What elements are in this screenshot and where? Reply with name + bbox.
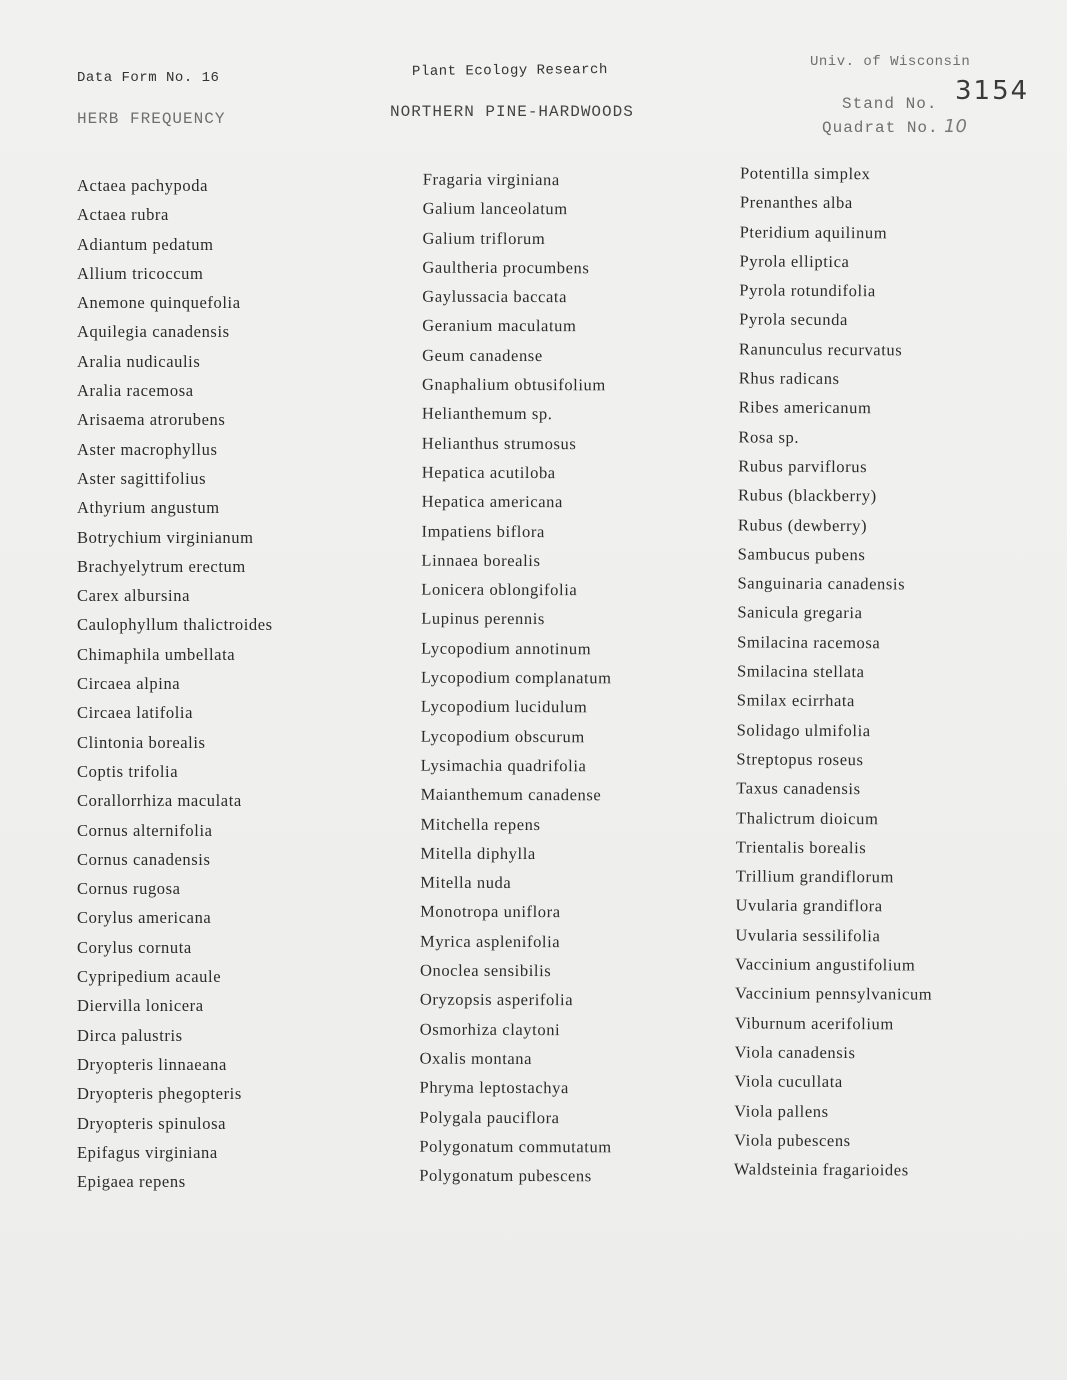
species-entry: Arisaema atrorubens <box>77 410 226 430</box>
species-entry: Dryopteris linnaeana <box>77 1054 227 1074</box>
species-entry: Lycopodium obscurum <box>420 726 585 746</box>
species-entry: Vaccinium pennsylvanicum <box>734 983 933 1004</box>
species-entry: Cornus alternifolia <box>77 820 213 840</box>
species-entry: Chimaphila umbellata <box>77 644 236 664</box>
species-entry: Sanguinaria canadensis <box>737 573 906 594</box>
species-column-3 <box>734 158 937 1185</box>
species-entry: Impatiens biflora <box>421 521 545 541</box>
species-entry: Brachyelytrum erectum <box>77 556 246 576</box>
species-entry: Caulophyllum thalictroides <box>77 615 273 635</box>
species-entry: Clintonia borealis <box>77 732 206 752</box>
species-entry: Sambucus pubens <box>737 544 866 565</box>
quadrat-number: 10 <box>944 116 967 137</box>
species-entry: Aralia nudicaulis <box>77 351 201 371</box>
species-entry: Adiantum pedatum <box>77 234 214 254</box>
species-entry: Trientalis borealis <box>735 837 867 858</box>
species-entry: Rhus radicans <box>738 368 840 389</box>
species-entry: Thalictrum dioicum <box>736 807 879 828</box>
species-entry: Pyrola rotundifolia <box>739 280 876 301</box>
form-title: HERB FREQUENCY <box>77 110 226 128</box>
species-entry: Rubus (blackberry) <box>738 485 877 506</box>
species-entry: Uvularia grandiflora <box>735 895 883 916</box>
species-entry: Maianthemum canadense <box>420 784 602 805</box>
species-entry: Dryopteris spinulosa <box>77 1113 227 1133</box>
stand-number: 3154 <box>955 76 1030 106</box>
species-entry: Mitchella repens <box>420 814 541 834</box>
species-entry: Sanicula gregaria <box>737 602 863 623</box>
species-entry: Galium lanceolatum <box>422 198 568 219</box>
species-entry: Waldsteinia fragarioides <box>733 1159 909 1180</box>
species-entry: Polygonatum commutatum <box>419 1136 612 1157</box>
community-title: NORTHERN PINE-HARDWOODS <box>390 103 634 121</box>
species-entry: Mitella diphylla <box>420 843 536 863</box>
species-entry: Viola canadensis <box>734 1042 856 1063</box>
species-entry: Oryzopsis asperifolia <box>419 989 574 1010</box>
species-entry: Osmorhiza claytoni <box>419 1019 561 1039</box>
species-column-2 <box>419 165 615 1191</box>
species-entry: Rubus parviflorus <box>738 456 868 477</box>
species-entry: Fragaria virginiana <box>422 169 560 190</box>
form-number: Data Form No. 16 <box>77 70 220 86</box>
species-entry: Helianthus strumosus <box>421 433 577 453</box>
species-entry: Actaea pachypoda <box>77 176 208 195</box>
species-entry: Taxus canadensis <box>736 778 861 799</box>
species-entry: Myrica asplenifolia <box>420 931 561 951</box>
species-entry: Dryopteris phegopteris <box>77 1084 242 1104</box>
species-entry: Potentilla simplex <box>739 163 871 184</box>
institution-name: Univ. of Wisconsin <box>810 54 971 70</box>
species-entry: Athyrium angustum <box>77 498 220 518</box>
species-entry: Viburnum acerifolium <box>734 1013 894 1033</box>
species-entry: Carex albursina <box>77 586 191 606</box>
species-entry: Pyrola elliptica <box>739 251 850 271</box>
species-entry: Gaylussacia baccata <box>422 286 568 307</box>
species-entry: Vaccinium angustifolium <box>735 954 916 975</box>
species-entry: Cornus rugosa <box>77 879 181 899</box>
species-entry: Aster macrophyllus <box>77 439 218 459</box>
species-column-1 <box>77 171 273 1196</box>
species-entry: Aquilegia canadensis <box>77 322 230 342</box>
species-entry: Circaea latifolia <box>77 703 194 723</box>
quadrat-label: Quadrat No. <box>822 119 939 137</box>
stand-label: Stand No. <box>842 95 938 113</box>
species-entry: Cypripedium acaule <box>77 967 222 987</box>
species-entry: Epifagus virginiana <box>77 1142 218 1162</box>
species-entry: Prenanthes alba <box>739 192 853 213</box>
species-entry: Rubus (dewberry) <box>737 514 868 535</box>
species-entry: Lycopodium lucidulum <box>420 697 588 717</box>
species-entry: Dirca palustris <box>77 1025 183 1045</box>
species-entry: Helianthemum sp. <box>421 404 553 424</box>
species-entry: Lycopodium annotinum <box>421 638 592 659</box>
species-entry: Onoclea sensibilis <box>419 960 552 981</box>
species-entry: Cornus canadensis <box>77 849 211 869</box>
species-entry: Ribes americanum <box>738 397 872 418</box>
species-entry: Smilax ecirrhata <box>736 690 856 711</box>
species-entry: Smilacina stellata <box>736 661 865 682</box>
species-entry: Corylus cornuta <box>77 937 192 957</box>
species-entry: Rosa sp. <box>738 427 800 447</box>
species-entry: Mitella nuda <box>420 872 512 893</box>
species-entry: Pteridium aquilinum <box>739 221 888 242</box>
species-entry: Lonicera oblongifolia <box>421 579 578 600</box>
species-entry: Linnaea borealis <box>421 550 541 570</box>
project-name: Plant Ecology Research <box>411 61 608 81</box>
species-entry: Allium tricoccum <box>77 263 204 283</box>
species-entry: Lysimachia quadrifolia <box>420 755 587 776</box>
species-entry: Lycopodium complanatum <box>420 667 612 688</box>
species-entry: Hepatica americana <box>421 491 563 512</box>
species-entry: Monotropa uniflora <box>420 902 561 922</box>
species-entry: Viola cucullata <box>734 1071 843 1092</box>
species-entry: Uvularia sessilifolia <box>735 925 881 945</box>
species-entry: Phryma leptostachya <box>419 1077 569 1098</box>
species-entry: Actaea rubra <box>77 205 169 225</box>
species-entry: Corallorrhiza maculata <box>77 791 242 811</box>
species-entry: Gaultheria procumbens <box>422 257 590 278</box>
species-entry: Corylus americana <box>77 908 212 928</box>
species-entry: Geum canadense <box>422 345 543 365</box>
species-entry: Coptis trifolia <box>77 761 179 781</box>
species-entry: Polygonatum pubescens <box>419 1165 592 1186</box>
species-entry: Galium triflorum <box>422 228 546 248</box>
species-entry: Solidago ulmifolia <box>736 720 871 740</box>
species-entry: Viola pubescens <box>734 1130 851 1150</box>
species-entry: Aralia racemosa <box>77 381 194 401</box>
species-entry: Anemone quinquefolia <box>77 293 241 313</box>
species-entry: Oxalis montana <box>419 1048 533 1068</box>
species-entry: Gnaphalium obtusifolium <box>421 374 606 395</box>
species-entry: Lupinus perennis <box>421 609 545 629</box>
species-entry: Pyrola secunda <box>739 309 848 330</box>
species-entry: Viola pallens <box>734 1100 829 1121</box>
species-entry: Streptopus roseus <box>736 749 864 770</box>
species-entry: Hepatica acutiloba <box>421 462 556 483</box>
species-entry: Aster sagittifolius <box>77 468 207 488</box>
species-entry: Trillium grandiflorum <box>735 866 895 887</box>
species-entry: Epigaea repens <box>77 1172 186 1192</box>
species-entry: Ranunculus recurvatus <box>738 339 903 360</box>
species-entry: Diervilla lonicera <box>77 996 204 1016</box>
species-entry: Smilacina racemosa <box>737 632 881 653</box>
species-entry: Circaea alpina <box>77 674 181 694</box>
species-entry: Geranium maculatum <box>422 316 577 336</box>
species-entry: Polygala pauciflora <box>419 1107 560 1127</box>
species-entry: Botrychium virginianum <box>77 527 254 547</box>
